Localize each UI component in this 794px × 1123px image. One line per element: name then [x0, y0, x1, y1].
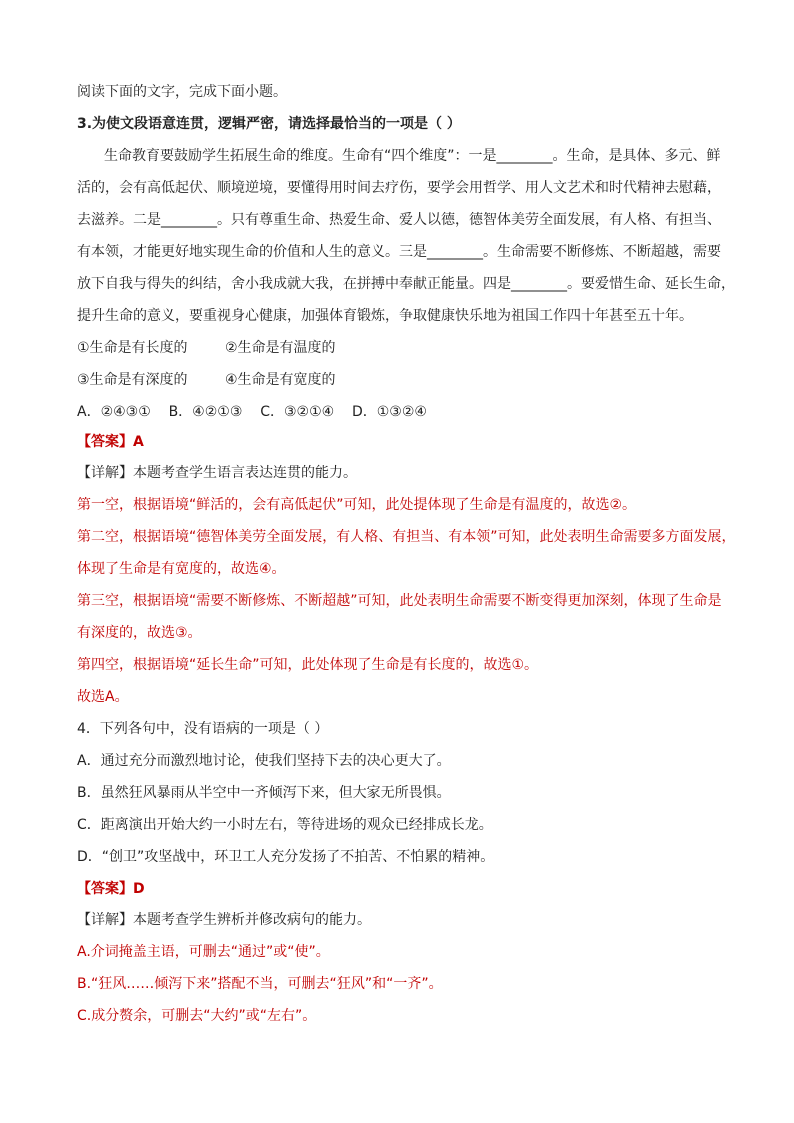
answer-choices: A．②④③① B．④②①③ C．③②①④ D．①③②④ [77, 404, 427, 420]
passage-line: 放下自我与得失的纠结，舍小我成就大我，在拼搏中奉献正能量。四是________。要爱惜生命、延长生命， [77, 276, 735, 292]
explanation-line: 第四空，根据语境“延长生命”可知，此处体现了生命是有长度的，故选①。 [77, 657, 539, 673]
statement-row [77, 338, 336, 358]
statement-item: ②生命是有温度的 [225, 340, 336, 356]
reading-instruction: 阅读下面的文字，完成下面小题。 [77, 84, 287, 100]
statement-row [77, 370, 336, 390]
statement-item: ④生命是有宽度的 [225, 372, 336, 388]
answer-label: 【答案】A [77, 434, 144, 450]
option-c: C．距离演出开始大约一小时左右，等待进场的观众已经排成长龙。 [77, 817, 493, 833]
explanation-line: C.成分赘余，可删去“大约”或“左右”。 [77, 1008, 317, 1024]
explanation-line: 第三空，根据语境“需要不断修炼、不断超越”可知，此处表明生命需要不断变得更加深刻，体现了生命是 [77, 593, 722, 609]
option-b: B．虽然狂风暴雨从半空中一齐倾泻下来，但大家无所畏惧。 [77, 785, 451, 801]
passage-line: 去滋养。二是________。只有尊重生命、热爱生命、爱人以德，德智体美劳全面发展，有人格、有担当、 [77, 212, 721, 228]
explanation-line: 体现了生命是有宽度的，故选④。 [77, 561, 286, 577]
passage-line: 活的，会有高低起伏、顺境逆境，要懂得用时间去疗伤，要学会用哲学、用人文艺术和时代精神去慰藉， [77, 180, 721, 196]
question-3-stem: 3.为使文段语意连贯，逻辑严密，请选择最恰当的一项是（ ） [77, 116, 461, 132]
explanation-line: A.介词掩盖主语，可删去“通过”或“使”。 [77, 944, 330, 960]
passage-line: 有本领，才能更好地实现生命的价值和人生的意义。三是________。生命需要不断修炼、不断超越，需要 [77, 244, 721, 260]
statement-item: ①生命是有长度的 [77, 340, 188, 356]
explanation-line: 第一空，根据语境“鲜活的，会有高低起伏”可知，此处提体现了生命是有温度的，故选②。 [77, 497, 637, 513]
explanation-line: 有深度的，故选③。 [77, 625, 202, 641]
option-d: D．“创卫”攻坚战中，环卫工人充分发扬了不拍苦、不怕累的精神。 [77, 849, 495, 865]
question-4-stem: 4．下列各句中，没有语病的一项是（ ） [77, 721, 329, 737]
passage-line: 生命教育要鼓励学生拓展生命的维度。生命有“四个维度”：一是________。生命，是具体、多元、鲜 [104, 148, 721, 164]
explanation-header: 【详解】本题考查学生语言表达连贯的能力。 [77, 465, 357, 481]
explanation-line: 第二空，根据语境“德智体美劳全面发展，有人格、有担当、有本领”可知，此处表明生命需要多方面发展， [77, 529, 736, 545]
answer-label: 【答案】D [77, 881, 145, 897]
explanation-header: 【详解】本题考查学生辨析并修改病句的能力。 [77, 912, 371, 928]
explanation-line: B.“狂风……倾泻下来”搭配不当，可删去“狂风”和“一齐”。 [77, 976, 443, 992]
option-a: A．通过充分而激烈地讨论，使我们坚持下去的决心更大了。 [77, 753, 451, 769]
explanation-line: 故选A。 [77, 689, 129, 705]
passage-line: 提升生命的意义，要重视身心健康，加强体育锻炼，争取健康快乐地为祖国工作四十年甚至五十年。 [77, 308, 693, 324]
statement-item: ③生命是有深度的 [77, 372, 188, 388]
